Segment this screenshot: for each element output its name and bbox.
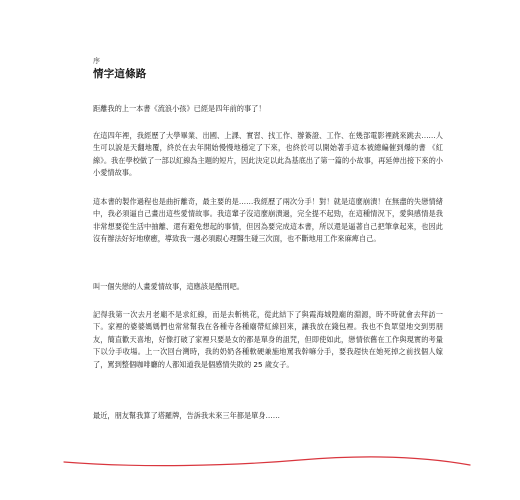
paragraph-6: 最近，朋友幫我算了塔羅牌，告訴我未來三年都是單身……	[93, 411, 280, 420]
page-title: 情字這條路	[93, 68, 147, 80]
paragraph-5: 記得我第一次去月老廟不是求紅線，而是去斬桃花，從此結下了與霞海城隍廟的淵源，時不時就會去拜訪一下。家裡的婆婆媽媽們也常常幫我在各種寺各種廟帶紅線回來，讓我放在錢包裡。我也不負眾望地交到男朋友，簡直歡天喜地，好像打破了家裡只要是女的都是單身的詛咒，但即使如此，戀情依舊在工作與現實的考量下以分手收場。上一次回台灣時，我的奶奶各種軟硬兼施地罵我幹嘛分手，要我趕快在她死掉之前找個人嫁了，罵到整個咖啡廳的人都知道我是個感情失敗的 25 歲女子。	[93, 310, 443, 369]
preface-label: 序	[93, 57, 100, 65]
red-thread-line	[0, 448, 520, 478]
paragraph-2: 在這四年裡，我經歷了大學畢業、出國、上課、實習、找工作、辦簽證、工作、在幾部電影裡跳來跳去……人生可以說是天翻地覆，終於在去年開始慢慢地穩定了下來，也終於可以開始著手這本被總編催到爆的書 《紅線》。我在學校做了一部以紅線為主題的短片，因此決定以此為基底出了第一篇的小故事，再延伸出接下來的小小愛情故事。	[93, 131, 443, 178]
paragraph-1: 距離我的上一本書《流浪小孩》已經是四年前的事了！	[93, 104, 266, 113]
red-thread-path	[64, 457, 470, 466]
paragraph-3: 這本書的製作過程也是曲折離奇，最主要的是……我經歷了兩次分手！對！就是這麼崩潰！在無盡的失戀情緒中，我必須逼自己畫出這些愛情故事。我這輩子沒這麼崩潰過，完全提不起勁，在這種情況下，愛與感情是我非常想要從生活中抽離、還有避免想起的事情，但因為要完成這本書，所以還是逼著自己把筆拿起來，也因此沒有辦法好好地療癒，導致我一週必須跟心理醫生碰三次面，也不斷地用工作來麻痺自己。	[93, 197, 443, 244]
paragraph-4: 叫一個失戀的人畫愛情故事，這應該是酷刑吧。	[93, 282, 244, 291]
